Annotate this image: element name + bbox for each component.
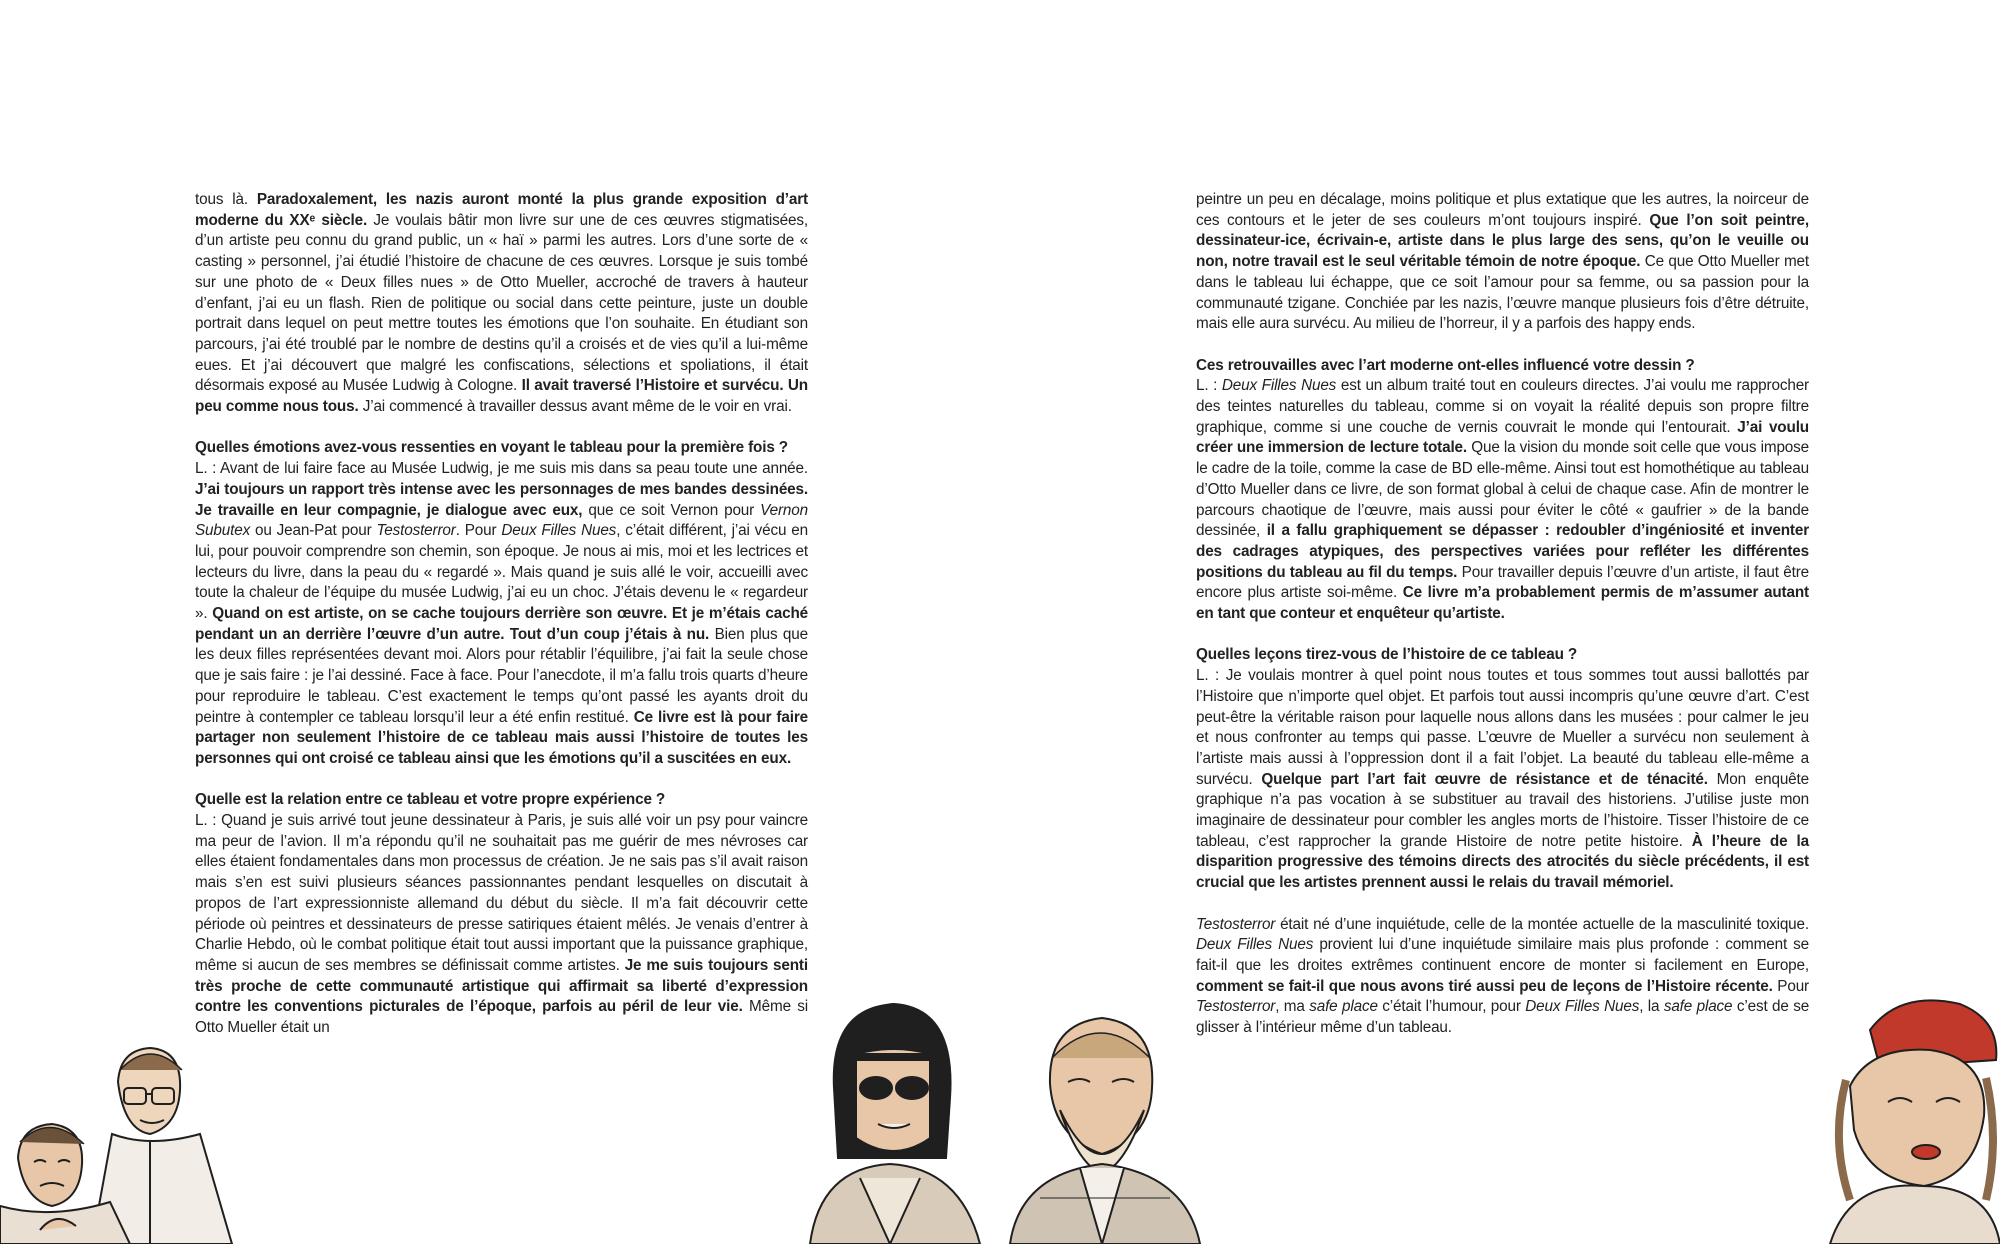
- left-paragraph-intro: tous là. Paradoxalement, les nazis auront monté la plus grande exposition d’art moderne du XXᵉ siècle. Je voulais bâtir mon livre sur une de ces œuvres stigmatisées, d’un artiste peu connu du grand public, un « haï » parmi les autres. Lors d’une sorte de « casting » personnel, j’ai étudié l’histoire de chacune de ces œuvres. Lorsque je suis tombé sur une photo de « Deux filles nues » de Otto Mueller, accroché de travers à hauteur d’enfant, j’ai eu un flash. Rien de politique ou social dans cette peinture, juste un double portrait dans lequel on peut mettre toutes les émotions que l’on souhaite. En étudiant son parcours, j’ai été troublé par le nombre de destins qu’il a croisés et de vies qu’il a lui-même eues. Et j’ai découvert que malgré les confiscations, sélections et spoliations, il était désormais exposé au Musée Ludwig à Cologne. Il avait traversé l’Histoire et survécu. Un peu comme nous tous. J’ai commencé à travailler dessus avant même de le voir en vrai.: [195, 191, 808, 416]
- left-text-column: [195, 190, 808, 1039]
- right-closing-paragraph: Testosterror était né d’une inquiétude, celle de la montée actuelle de la masculinité toxique. Deux Filles Nues provient lui d’une inquiétude similaire mais plus profonde : comment se fait-il que les droites extrêmes continuent encore de monter si facilement en Europe, comment se fait-il que nous avons tiré aussi peu de leçons de l’Histoire récente. Pour Testosterror, ma safe place c’était l’humour, pour Deux Filles Nues, la safe place c’est de se glisser à l’intérieur même d’un tableau.: [1196, 915, 1810, 1037]
- left-question-1: Quelles émotions avez-vous ressenties en voyant le tableau pour la première fois ?: [195, 439, 788, 457]
- illustration-right-woman: [1810, 990, 2000, 1244]
- right-text-column: [1196, 190, 1809, 1039]
- right-answer-2: L. : Je voulais montrer à quel point nous toutes et tous sommes tout aussi ballottés par l’Histoire que n’importe quel objet. Et parfois tout aussi incompris qu’une œuvre d’art. C’est peut-être la véritable raison pour laquelle nous allons dans les musées : pour calmer le jeu et nous confronter au temps qui passe. L’œuvre de Mueller a survécu non seulement à l’artiste mais aussi à l’oppression dont il a fait l’objet. La beauté du tableau elle-même a survécu. Quelque part l’art fait œuvre de résistance et de ténacité. Mon enquête graphique n’a pas vocation à se substituer au travail des historiens. J’utilise juste mon imaginaire de dessinateur pour combler les angles morts de l’histoire. Tisser l’histoire de ce tableau, c’est rapprocher la grande Histoire de notre petite histoire. À l’heure de la disparition progressive des témoins directs des atrocités du siècle précédents, il est crucial que les artistes prennent aussi le relais du travail mémoriel.: [1196, 667, 1809, 892]
- illustration-center-pair: [790, 988, 1260, 1244]
- right-question-2: Quelles leçons tirez-vous de l’histoire de ce tableau ?: [1196, 646, 1578, 664]
- right-answer-1: L. : Deux Filles Nues est un album traité tout en couleurs directes. J’ai voulu me rapprocher des teintes naturelles du tableau, comme si on voyait la réalité depuis son propre filtre graphique, comme si une couche de vernis couvrait le monde qui l’entourait. J’ai voulu créer une immersion de lecture totale. Que la vision du monde soit celle que vous impose le cadre de la toile, comme la case de BD elle-même. Ainsi tout est homothétique au tableau d’Otto Mueller dans ce livre, de son format global à celui de chaque case. Afin de montrer le parcours chaotique de l’œuvre, mais aussi pour éviter le côté « gaufrier » de la bande dessinée, il a fallu graphiquement se dépasser : redoubler d’ingéniosité et inventer des cadrages atypiques, des perspectives variées pour refléter les différentes positions du tableau au fil du temps. Pour travailler depuis l’œuvre d’un artiste, il faut être encore plus artiste soi-même. Ce livre m’a probablement permis de m’assumer autant en tant que conteur et enquêteur qu’artiste.: [1196, 377, 1810, 623]
- left-answer-2: L. : Quand je suis arrivé tout jeune dessinateur à Paris, je suis allé voir un psy pour vaincre ma peur de l’avion. Il m’a répondu qu’il ne souhaitait pas me guérir de mes névroses car elles étaient fondamentales dans mon processus de création. Je ne sais pas s’il avait raison mais s’en est suivi plusieurs séances passionnantes pendant lesquelles on discutait à propos de l’art expressionniste allemand du début du siècle. Il m’a fait découvrir cette période où peintres et dessinateurs de presse satiriques étaient mêlés. Je venais d’entrer à Charlie Hebdo, où le combat politique était tout aussi important que la puissance graphique, même si aucun de ses membres se définissait comme artistes. Je me suis toujours senti très proche de cette communauté artistique qui affirmait sa liberté d’expression contre les conventions picturales de l’époque, parfois au péril de leur vie. Même si Otto Mueller était un: [195, 812, 808, 1037]
- left-answer-1: L. : Avant de lui faire face au Musée Ludwig, je me suis mis dans sa peau toute une année. J’ai toujours un rapport très intense avec les personnages de mes bandes dessinées. Je travaille en leur compagnie, je dialogue avec eux, que ce soit Vernon pour Vernon Subutex ou Jean-Pat pour Testosterror. Pour Deux Filles Nues, c’était différent, j’ai vécu en lui, pour pouvoir comprendre son chemin, son époque. Je nous ai mis, moi et les lectrices et lecteurs du livre, dans la peau du « regardé ». Mais quand je suis allé le voir, accueilli avec toute la chaleur de l’équipe du musée Ludwig, j’ai eu un choc. J’étais devenu le « regardeur ». Quand on est artiste, on se cache toujours derrière son œuvre. Et je m’étais caché pendant un an derrière l’œuvre d’un autre. Tout d’un coup j’étais à nu. Bien plus que les deux filles représentées devant moi. Alors pour rétablir l’équilibre, j’ai fait la seule chose que je sais faire : je l’ai dessiné. Face à face. Pour l’anecdote, il m’a fallu trois quarts d’heure pour reproduire le tableau. C’est exactement le temps qu’ont passé les ayants droit du peintre à contempler ce tableau lorsqu’il leur a été enfin restitué. Ce livre est là pour faire partager non seulement l’histoire de ce tableau mais aussi l’histoire de toutes les personnes qui ont croisé ce tableau ainsi que les émotions qu’il a suscitées en eux.: [195, 460, 809, 767]
- right-question-1: Ces retrouvailles avec l’art moderne ont-elles influencé votre dessin ?: [1196, 356, 1695, 374]
- left-question-2: Quelle est la relation entre ce tableau et votre propre expérience ?: [195, 791, 666, 809]
- right-paragraph-intro: peintre un peu en décalage, moins politique et plus extatique que les autres, la noirceur de ces contours et le jeter de ses couleurs m’ont toujours inspiré. Que l’on soit peintre, dessinateur-ice, écrivain-e, artiste dans le plus large des sens, qu’on le veuille ou non, notre travail est le seul véritable témoin de notre époque. Ce que Otto Mueller met dans le tableau lui échappe, que ce soit l’amour pour sa femme, ou sa passion pour la communauté tzigane. Conchiée par les nazis, l’œuvre manque plusieurs fois d’être détruite, mais elle aura survécu. Au milieu de l’horreur, il y a parfois des happy ends.: [1196, 191, 1809, 333]
- illustration-left-men: [0, 1030, 235, 1244]
